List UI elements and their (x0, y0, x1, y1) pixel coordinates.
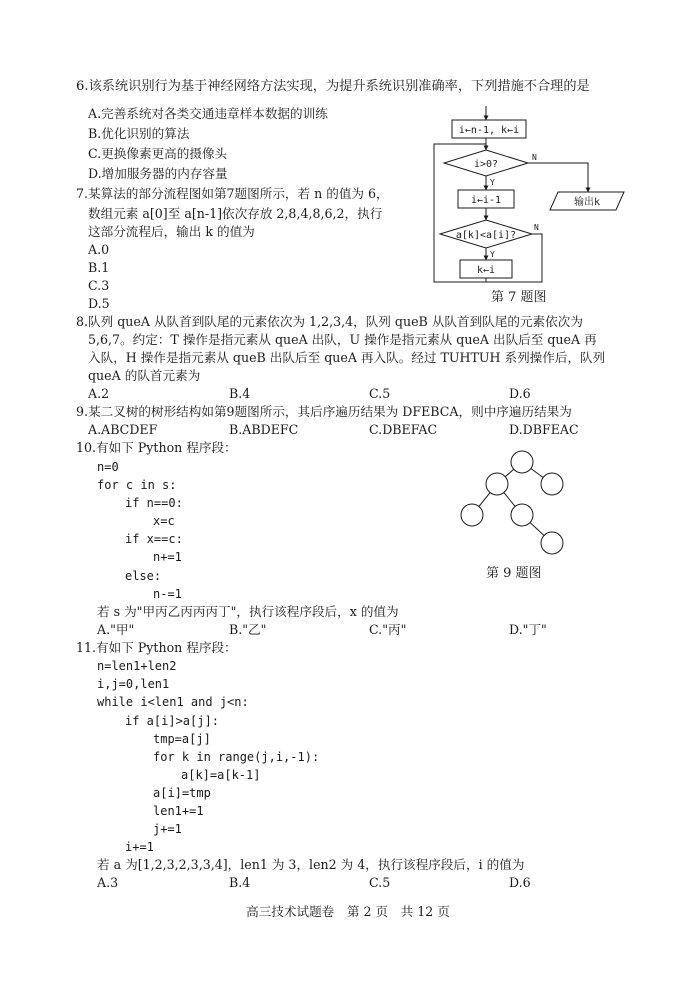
tree-node-root (511, 451, 533, 473)
q10-code-line: else: (125, 569, 162, 583)
q6-option-b: B.优化识别的算法 (88, 126, 190, 141)
q9-stem: 9.某二叉树的树形结构如第9题图所示，其后序遍历结果为 DFEBCA，则中序遍历结果为 (76, 404, 572, 419)
q11-option-d: D.6 (509, 875, 531, 890)
flow-init-text: i←n-1, k←i (458, 125, 520, 136)
flow-assign-text: k←i (476, 265, 496, 276)
q11-code-line: i,j=0,len1 (97, 677, 170, 691)
q11-code-line: i+=1 (125, 840, 154, 854)
q10-option-d: D."丁" (509, 622, 547, 637)
q8-option-a: A.2 (88, 386, 110, 401)
q10-option-b: B."乙" (229, 622, 267, 637)
q7-option-a: A.0 (88, 242, 110, 257)
q7-stem-line-3: 这部分流程后，输出 k 的值为 (88, 224, 255, 239)
flow-output-text: 输出k (573, 197, 601, 208)
flow-cond2-text: a[k]<a[i]? (455, 230, 517, 241)
q7-option-d: D.5 (88, 296, 110, 311)
flow-label-n2: N (534, 223, 539, 232)
q8-stem-line-3: 入队，H 操作是指元素从 queB 出队后至 queA 再入队。经过 TUHTUH 系列操作后，队列 (88, 350, 606, 365)
q11-code-line: for k in range(j,i,-1): (153, 750, 320, 764)
q11-option-b: B.4 (229, 875, 251, 890)
q9-option-a: A.ABCDEF (88, 422, 158, 437)
flow-label-y2: Y (490, 250, 495, 259)
q10-option-a: A."甲" (97, 622, 135, 637)
q7-option-b: B.1 (88, 260, 110, 275)
q10-stem: 10.有如下 Python 程序段： (76, 440, 237, 455)
q6-option-c: C.更换像素更高的摄像头 (88, 146, 228, 161)
q11-code-line: while i<len1 and j<n: (97, 695, 249, 709)
q9-binary-tree (452, 446, 580, 558)
tree-node-left-right (511, 504, 533, 526)
q8-stem-line-1: 8.队列 queA 从队首到队尾的元素依次为 1,2,3,4，队列 queB 从队首到队尾的元素依次为 (76, 314, 583, 329)
q10-code-line: if n==0: (125, 496, 183, 510)
q10-code-line: x=c (153, 514, 175, 528)
q10-code-line: n-=1 (153, 587, 182, 601)
q11-question: 若 a 为[1,2,3,2,3,3,4]，len1 为 3，len2 为 4，执行该程序段后，i 的值为 (97, 857, 525, 872)
q9-option-b: B.ABDEFC (229, 422, 299, 437)
q10-code-line: n=0 (97, 460, 119, 474)
q10-code-line: n+=1 (153, 550, 182, 564)
tree-node-left-left (461, 504, 483, 526)
q11-code-line: len1+=1 (153, 804, 204, 818)
q10-option-c: C."丙" (369, 622, 407, 637)
q6-option-a: A.完善系统对各类交通违章样本数据的训练 (88, 106, 328, 121)
flow-cond1-text: i>0? (473, 159, 499, 170)
tree-node-left-right-right (541, 532, 563, 554)
q8-stem-line-2: 5,6,7。约定：T 操作是指元素从 queA 出队，U 操作是指元素从 queA 出队后至 queA 再 (88, 332, 597, 347)
q10-code-line: for c in s: (97, 478, 177, 492)
q7-option-c: C.3 (88, 278, 110, 293)
flow-dec-text: i←i-1 (470, 195, 502, 206)
q11-code-line: a[i]=tmp (153, 786, 211, 800)
q11-code-line: n=len1+len2 (97, 659, 177, 673)
q9-option-c: C.DBEFAC (369, 422, 438, 437)
q11-code-line: j+=1 (153, 822, 182, 836)
q9-figure-caption: 第 9 题图 (486, 566, 542, 581)
flow-label-n1: N (532, 153, 537, 162)
q7-flowchart (428, 106, 628, 296)
q11-code-line: if a[i]>a[j]: (125, 714, 219, 728)
q11-option-c: C.5 (369, 875, 391, 890)
q9-option-d: D.DBFEAC (509, 422, 579, 437)
q11-stem: 11.有如下 Python 程序段： (76, 640, 237, 655)
q7-stem-line-2: 数组元素 a[0]至 a[n-1]依次存放 2,8,4,8,6,2，执行 (88, 206, 383, 221)
q8-option-c: C.5 (369, 386, 391, 401)
q8-stem-line-4: queA 的队首元素为 (88, 368, 201, 383)
tree-node-right (541, 473, 563, 495)
q6-stem: 6.该系统识别行为基于神经网络方法实现，为提升系统识别准确率，下列措施不合理的是 (76, 79, 590, 94)
tree-node-left (486, 473, 508, 495)
flow-label-y1: Y (490, 178, 495, 187)
q10-code-line: if x==c: (125, 532, 183, 546)
q11-option-a: A.3 (97, 875, 119, 890)
q6-option-d: D.增加服务器的内存容量 (88, 166, 228, 181)
q8-option-b: B.4 (229, 386, 251, 401)
q10-question: 若 s 为"甲丙乙丙丙丙丁"，执行该程序段后，x 的值为 (97, 604, 399, 619)
q7-stem-line-1: 7.某算法的部分流程图如第7题图所示，若 n 的值为 6， (76, 186, 389, 201)
q8-option-d: D.6 (509, 386, 531, 401)
page-footer: 高三技术试题卷 第 2 页 共 12 页 (246, 904, 450, 919)
q11-code-line: tmp=a[j] (153, 732, 211, 746)
q11-code-line: a[k]=a[k-1] (181, 768, 261, 782)
q7-figure-caption: 第 7 题图 (491, 290, 547, 305)
